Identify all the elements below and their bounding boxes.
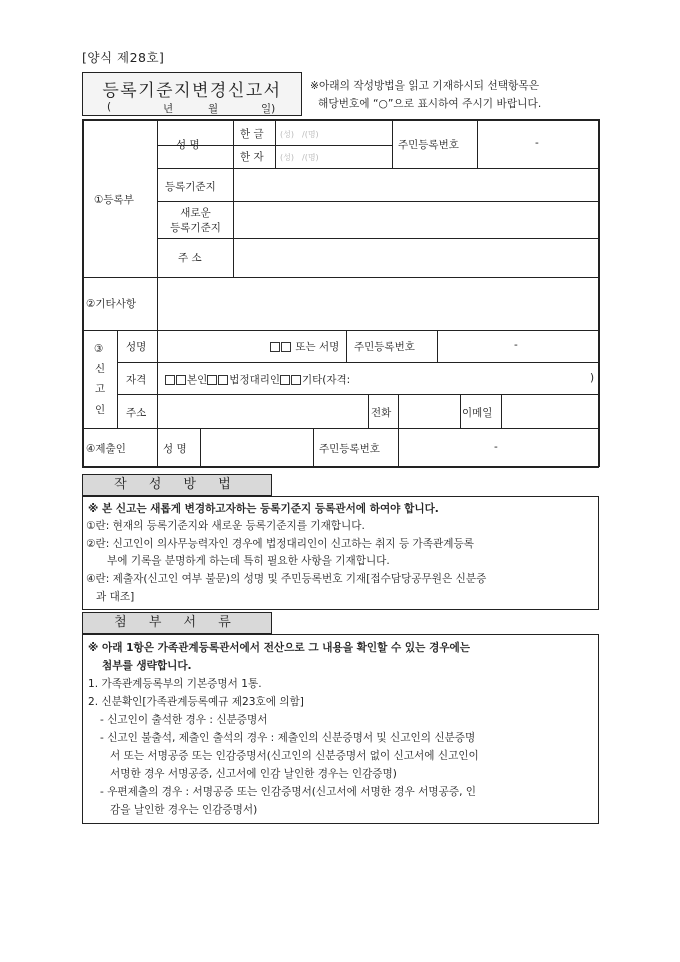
qualification-label: 자격 [126,374,147,386]
section2-label: ②기타사항 [86,298,136,310]
notice-line-1: ※아래의 작성방법을 읽고 기재하시되 선택항목은 [310,79,540,92]
reporter-address-field[interactable] [158,395,368,428]
section3-num: ③ [94,343,104,355]
new-base-label-1: 새로운 [180,207,211,219]
email-label: 이메일 [462,407,493,419]
new-base-field[interactable] [234,202,598,238]
name-label: 성 명 [176,139,200,151]
seal-box-1 [270,342,280,352]
instructions-r2a: ②란: 신고인이 의사무능력자인 경우에 법정대리인이 신고하는 취지 등 가족관계등록 [86,538,474,550]
title-box [82,72,302,116]
phone-label: 전화 [371,407,392,419]
seal-box-2 [281,342,291,352]
new-base-label-2: 등록기준지 [170,222,221,234]
instructions-r4b: 과 대조] [96,591,135,603]
notice-line-2: 해당번호에 “○”으로 표시하여 주시기 바랍니다. [318,97,542,110]
reporter-sign[interactable] [270,339,339,354]
attachments-b2b: 서 또는 서명공증 또는 인감증명서(신고인의 신분증명서 없이 신고서에 신고인이 [110,750,479,762]
hanja-label: 한 자 [240,151,264,163]
submitter-rrn-field[interactable]: - [494,441,498,453]
date-paren: ( [107,101,112,113]
hangul-given-field[interactable]: /(명) [302,130,319,139]
hangul-label: 한 글 [240,128,264,140]
sign-text: 또는 서명 [295,341,340,353]
qualification-close-paren: ) [590,372,595,384]
attachments-item-2: 2. 신분확인[가족관계등록예규 제23호에 의함] [88,696,304,708]
instructions-title: 작 성 방 법 [82,474,272,496]
attachments-b2a: - 신고인 불출석, 제출인 출석의 경우 : 제출인의 신분증명서 및 신고인의 신분증명 [100,732,476,744]
address-field[interactable] [234,239,598,277]
notice [310,77,600,113]
self-option-label: 본인 [187,374,208,386]
section3-char-2: 고 [95,383,106,395]
section3-char-3: 인 [95,404,106,416]
other-matters-field[interactable] [158,278,598,330]
self-checkbox[interactable] [165,375,175,385]
submitter-name-label: 성 명 [163,443,187,455]
date-year-label: 년 [163,103,174,115]
phone-field[interactable] [399,395,460,428]
form-title: 등록기준지변경신고서 [102,81,282,101]
self-checkbox-2[interactable] [176,375,186,385]
attachments-lead-2: 첨부를 생략합니다. [102,660,192,672]
current-base-label: 등록기준지 [165,181,216,193]
reporter-name-label: 성명 [126,341,147,353]
rrn-field[interactable]: - [535,137,539,149]
other-checkbox-2[interactable] [291,375,301,385]
legal-checkbox-2[interactable] [218,375,228,385]
date-day-label: 일) [261,103,276,115]
section1-label: ①등록부 [94,194,134,206]
hangul-surname-field[interactable]: (성) [280,130,294,139]
date-month-label: 월 [208,103,219,115]
section3-char-1: 신 [95,363,106,375]
address-label: 주 소 [178,252,202,264]
current-base-field[interactable] [234,169,598,201]
reporter-address-label: 주소 [126,407,147,419]
submitter-name-field[interactable] [201,429,313,466]
qualification-options [165,372,350,387]
instructions-r1: ①란: 현재의 등록기준지와 새로운 등록기준지를 기재합니다. [86,520,365,532]
instructions-r4a: ④란: 제출자(신고인 여부 불문)의 성명 및 주민등록번호 기재[접수담당공무원은 신분증 [86,573,487,585]
form-number: [양식 제28호] [82,50,165,65]
rrn-label: 주민등록번호 [398,139,459,151]
reporter-rrn-label: 주민등록번호 [354,341,415,353]
instructions-lead: ※ 본 신고는 새롭게 변경하고자하는 등록기준지 등록관서에 하여야 합니다. [88,503,439,515]
section4-label: ④제출인 [86,443,126,455]
other-checkbox[interactable] [280,375,290,385]
hanja-surname-field[interactable]: (성) [280,153,294,162]
other-option-label: 기타(자격: [302,374,351,386]
reporter-rrn-field[interactable]: - [514,339,518,351]
legal-option-label: 법정대리인 [229,374,281,386]
legal-checkbox[interactable] [207,375,217,385]
attachments-b1: - 신고인이 출석한 경우 : 신분증명서 [100,714,268,726]
attachments-title: 첨 부 서 류 [82,612,272,634]
submitter-rrn-label: 주민등록번호 [319,443,380,455]
attachments-b3b: 감을 날인한 경우는 인감증명서) [110,804,258,816]
instructions-r2b: 부에 기록을 분명하게 하는데 특히 필요한 사항을 기재합니다. [107,555,390,567]
attachments-b2c: 서명한 경우 서명공증, 신고서에 인감 날인한 경우는 인감증명) [110,768,397,780]
attachments-item-1: 1. 가족관계등록부의 기본증명서 1통. [88,678,262,690]
attachments-lead-1: ※ 아래 1항은 가족관계등록관서에서 전산으로 그 내용을 확인할 수 있는 경우에는 [88,642,471,654]
hanja-given-field[interactable]: /(명) [302,153,319,162]
attachments-b3a: - 우편제출의 경우 : 서명공증 또는 인감증명서(신고서에 서명한 경우 서명공증, 인 [100,786,477,798]
email-field[interactable] [502,395,598,428]
